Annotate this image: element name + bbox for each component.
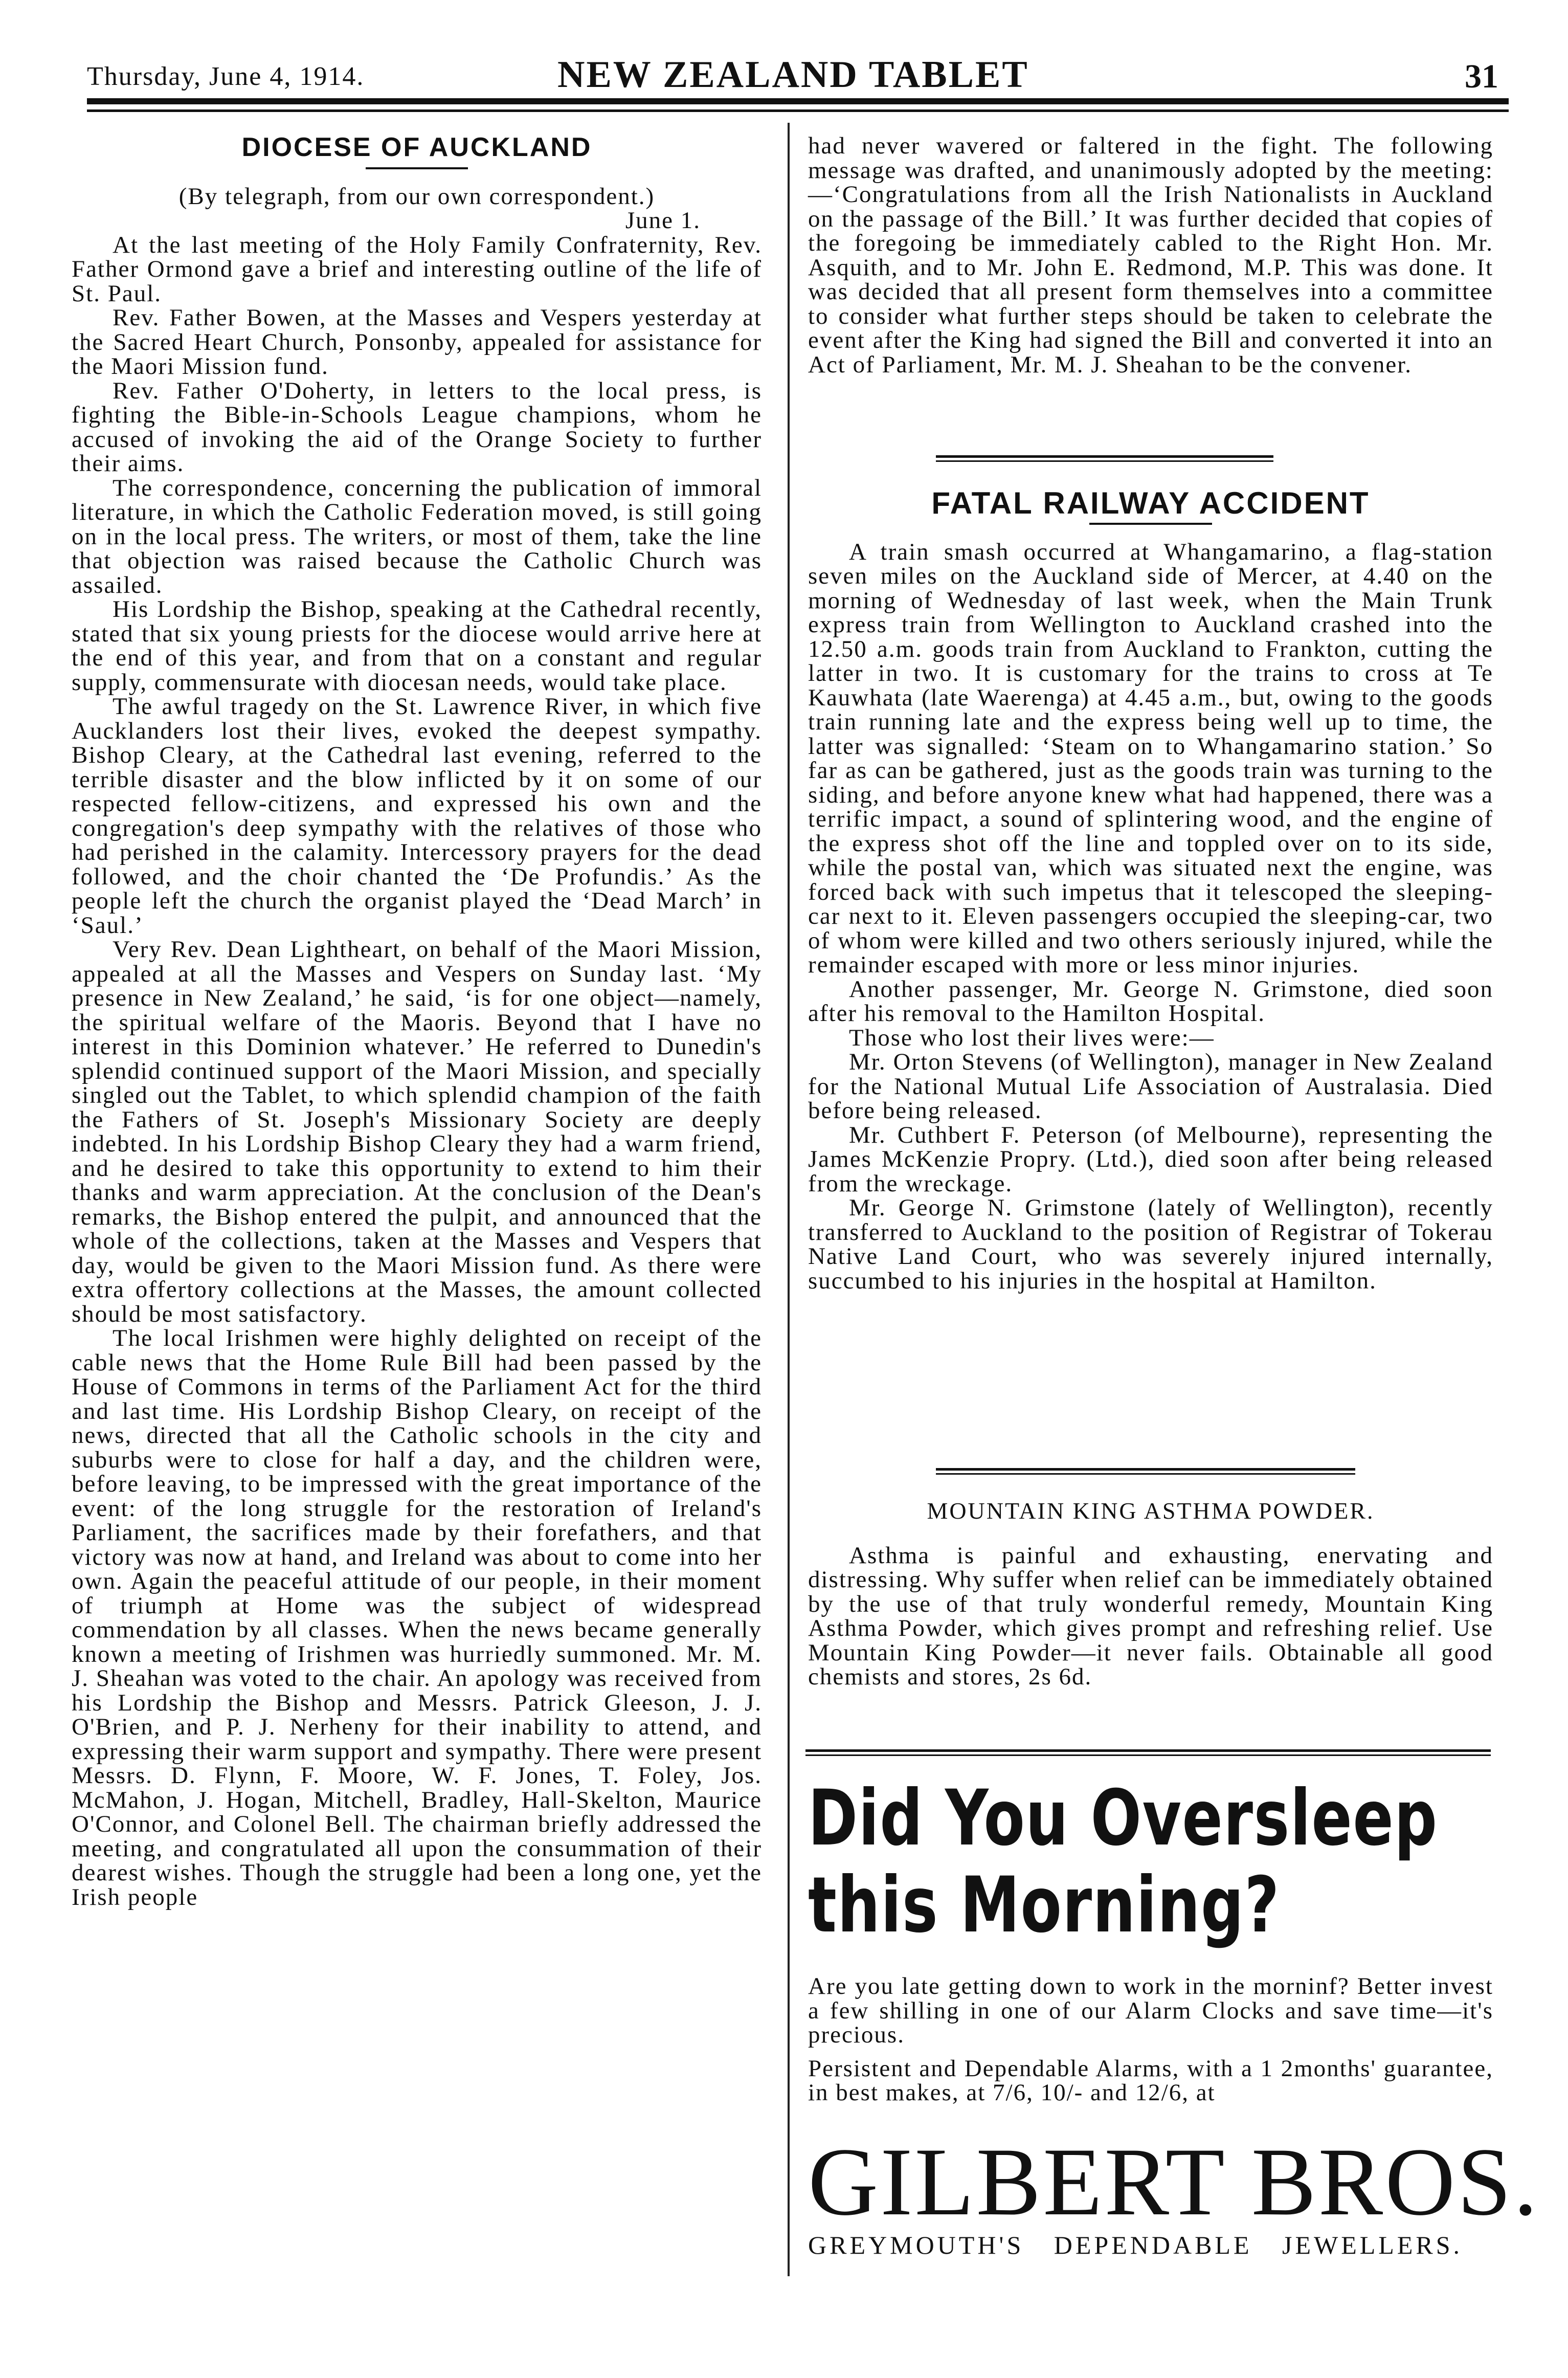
ad-body: Persistent and Dependable Alarms, with a 1 2months' guarantee, in best makes, at 7/6, 10/- and 12/6, at bbox=[808, 2055, 1493, 2106]
byline: (By telegraph, from our own correspondent.) bbox=[178, 183, 655, 210]
ad-rule bbox=[805, 1749, 1491, 1756]
article-title: FATAL RAILWAY ACCIDENT bbox=[931, 486, 1370, 520]
header-rule-thin bbox=[87, 109, 1509, 112]
ad-body: Are you late getting down to work in the morninf? Better invest a few shilling in one of our Alarm Clocks and save time—it's precious. bbox=[808, 1973, 1493, 2048]
diocese-continuation bbox=[808, 134, 1493, 377]
asthma-notice bbox=[808, 1499, 1493, 1690]
paragraph: had never wavered or faltered in the fight. The following message was drafted, and unanimously adopted by the meeting:—‘Congratulations from all the Irish Nationalists in Auckland on the passage of the Bill.’ It was further decided that copies of the foregoing be immediately cabled to the Right Hon. Mr. Asquith, and to Mr. John E. Redmond, M.P. This was done. It was decided that all present form themselves into a committee to consider what further steps should be taken to celebrate the event after the King had signed the Bill and converted it into an Act of Parliament, Mr. M. J. Sheahan to be the convener. bbox=[808, 132, 1493, 378]
paragraph: At the last meeting of the Holy Family Confraternity, Rev. Father Ormond gave a brief and interesting outline of the life of St. Paul. bbox=[72, 231, 762, 307]
page-number: 31 bbox=[1465, 58, 1498, 95]
paragraph: Those who lost their lives were:— bbox=[849, 1024, 1215, 1051]
ad-brand: GILBERT BROS. bbox=[808, 2128, 1540, 2236]
title-rule bbox=[366, 167, 468, 169]
masthead: NEW ZEALAND TABLET bbox=[557, 54, 1029, 96]
paragraph: Asthma is painful and exhausting, enervating and distressing. Why suffer when relief can be immediately obtained by the use of that truly wonderful remedy, Mountain King Asthma Powder, which gives prompt and refreshing relief. Use Mountain King Powder—it never fails. Obtainable all good chemists and stores, 2s 6d. bbox=[808, 1542, 1493, 1690]
article-title: DIOCESE OF AUCKLAND bbox=[241, 132, 592, 162]
ad-tagline: GREYMOUTH'S DEPENDABLE JEWELLERS. bbox=[808, 2230, 1463, 2259]
railway-article bbox=[808, 486, 1493, 1294]
paragraph: The awful tragedy on the St. Lawrence River, in which five Aucklanders lost their lives, evoked the deepest sympathy. Bishop Cleary, at the Cathedral last evening, referred to the terrible disaster and the blow inflicted by it on some of our respected fellow-citizens, and expressed his own and the congregation's deep sympathy with the relatives of those who had perished in the calamity. Intercessory prayers for the dead followed, and the choir chanted the ‘De Profundis.’ As the people left the church the organist played the ‘Dead March’ in ‘Saul.’ bbox=[72, 693, 762, 939]
paragraph: Mr. Cuthbert F. Peterson (of Melbourne), representing the James McKenzie Propry. (Ltd.), died soon after being released from the wreckage. bbox=[808, 1121, 1493, 1197]
column-divider bbox=[788, 123, 790, 2276]
paragraph: His Lordship the Bishop, speaking at the Cathedral recently, stated that six young priests for the diocese would arrive here at the end of this year, and from that on a constant and regular supply, commensurate with diocesan needs, would take place. bbox=[72, 596, 762, 696]
page-header bbox=[87, 51, 1498, 97]
paragraph: Another passenger, Mr. George N. Grimstone, died soon after his removal to the Hamilton Hospital. bbox=[808, 975, 1493, 1027]
title-rule bbox=[1089, 523, 1212, 525]
issue-date: Thursday, June 4, 1914. bbox=[87, 62, 365, 91]
ad-headline: Did You Oversleep bbox=[808, 1774, 1438, 1863]
paragraph: Mr. George N. Grimstone (lately of Wellington), recently transferred to Auckland to the position of Registrar of Tokerau Native Land Court, who was severely injured internally, succumbed to his injuries in the hospital at Hamilton. bbox=[808, 1194, 1493, 1294]
gilbert-bros-advert bbox=[808, 1774, 1540, 2259]
diocese-article bbox=[72, 132, 762, 1910]
paragraph: Very Rev. Dean Lightheart, on behalf of the Maori Mission, appealed at all the Masses and Vespers on Sunday last. ‘My presence in New Zealand,’ he said, ‘is for one object—namely, the spiritual welfare of the Maoris. Beyond that I have no interest in this Dominion whatever.’ He referred to Dunedin's splendid continued support of the Maori Mission, and specially singled out the Tablet, to which splendid champion of the faith the Fathers of St. Joseph's Missionary Society are deeply indebted. In his Lordship Bishop Cleary they had a warm friend, and he desired to take this opportunity to extend to him their thanks and warm appreciation. At the conclusion of the Dean's remarks, the Bishop entered the pulpit, and announced that the whole of the collections, taken at the Masses and Vespers that day, would be given to the Maori Mission fund. As there were extra offertory collections at the Masses, the amount collected should be most satisfactory. bbox=[72, 936, 762, 1327]
header-rule bbox=[87, 98, 1509, 104]
dateline: June 1. bbox=[625, 207, 701, 234]
paragraph: The correspondence, concerning the publication of immoral literature, in which the Catholic Federation moved, is still going on in the local press. The writers, or most of them, take the line that objection was raised because the Catholic Church was assailed. bbox=[72, 474, 762, 598]
section-rule bbox=[936, 455, 1273, 462]
section-rule bbox=[936, 1468, 1355, 1475]
paragraph: Rev. Father Bowen, at the Masses and Vespers yesterday at the Sacred Heart Church, Ponsonby, appealed for assistance for the Maori Mission fund. bbox=[72, 304, 762, 380]
ad-headline: this Morning? bbox=[808, 1861, 1280, 1950]
paragraph: Rev. Father O'Doherty, in letters to the local press, is fighting the Bible-in-Schools League champions, whom he accused of invoking the aid of the Orange Society to further their aims. bbox=[72, 377, 762, 477]
notice-title: MOUNTAIN KING ASTHMA POWDER. bbox=[927, 1498, 1375, 1524]
paragraph: Mr. Orton Stevens (of Wellington), manager in New Zealand for the National Mutual Life Association of Australasia. Died before being released. bbox=[808, 1049, 1493, 1124]
paragraph: A train smash occurred at Whangamarino, a flag-station seven miles on the Auckland side of Mercer, at 4.40 on the morning of Wednesday of last week, when the Main Trunk express train from Wellington to Auckland crashed into the 12.50 a.m. goods train from Auckland to Frankton, cutting the latter in two. It is customary for the trains to cross at Te Kauwhata (late Waerenga) at 4.45 a.m., but, owing to the goods train running late and the express being well up to time, the latter was signalled: ‘Steam on to Whangamarino station.’ So far as can be gathered, just as the goods train was turning to the siding, and before anyone knew what had happened, there was a terrific impact, a sound of splintering wood, and the engine of the express shot off the line and toppled over on to its side, while the postal van, which was situated next the engine, was forced back with such impetus that it telescoped the sleeping-car next to it. Eleven passengers occupied the sleeping-car, two of whom were killed and two others seriously injured, while the remainder escaped with more or less minor injuries. bbox=[808, 538, 1493, 978]
paragraph: The local Irishmen were highly delighted on receipt of the cable news that the Home Rule Bill had been passed by the House of Commons in terms of the Parliament Act for the third and last time. His Lordship Bishop Cleary, on receipt of the news, directed that all the Catholic schools in the city and suburbs were to close for half a day, and the children were, before leaving, to be impressed with the great importance of the event: of the long struggle for the restoration of Ireland's Parliament, the sacrifices made by their forefathers, and that victory was now at hand, and Ireland was about to come into her own. Again the peaceful attitude of our people, in their moment of triumph at Home was the subject of widespread commendation by all classes. When the news became generally known a meeting of Irishmen was hurriedly summoned. Mr. M. J. Sheahan was voted to the chair. An apology was received from his Lordship the Bishop and Messrs. Patrick Gleeson, J. J. O'Brien, and P. J. Nerheny for their inability to attend, and expressing their warm support and sympathy. There were present Messrs. D. Flynn, F. Moore, W. F. Jones, T. Foley, Jos. McMahon, J. Hogan, Mitchell, Bradley, Hall-Skelton, Maurice O'Connor, and Colonel Bell. The chairman briefly addressed the meeting, and congratulated all upon the consummation of their dearest wishes. Though the struggle had been a long one, yet the Irish people bbox=[72, 1325, 762, 1910]
